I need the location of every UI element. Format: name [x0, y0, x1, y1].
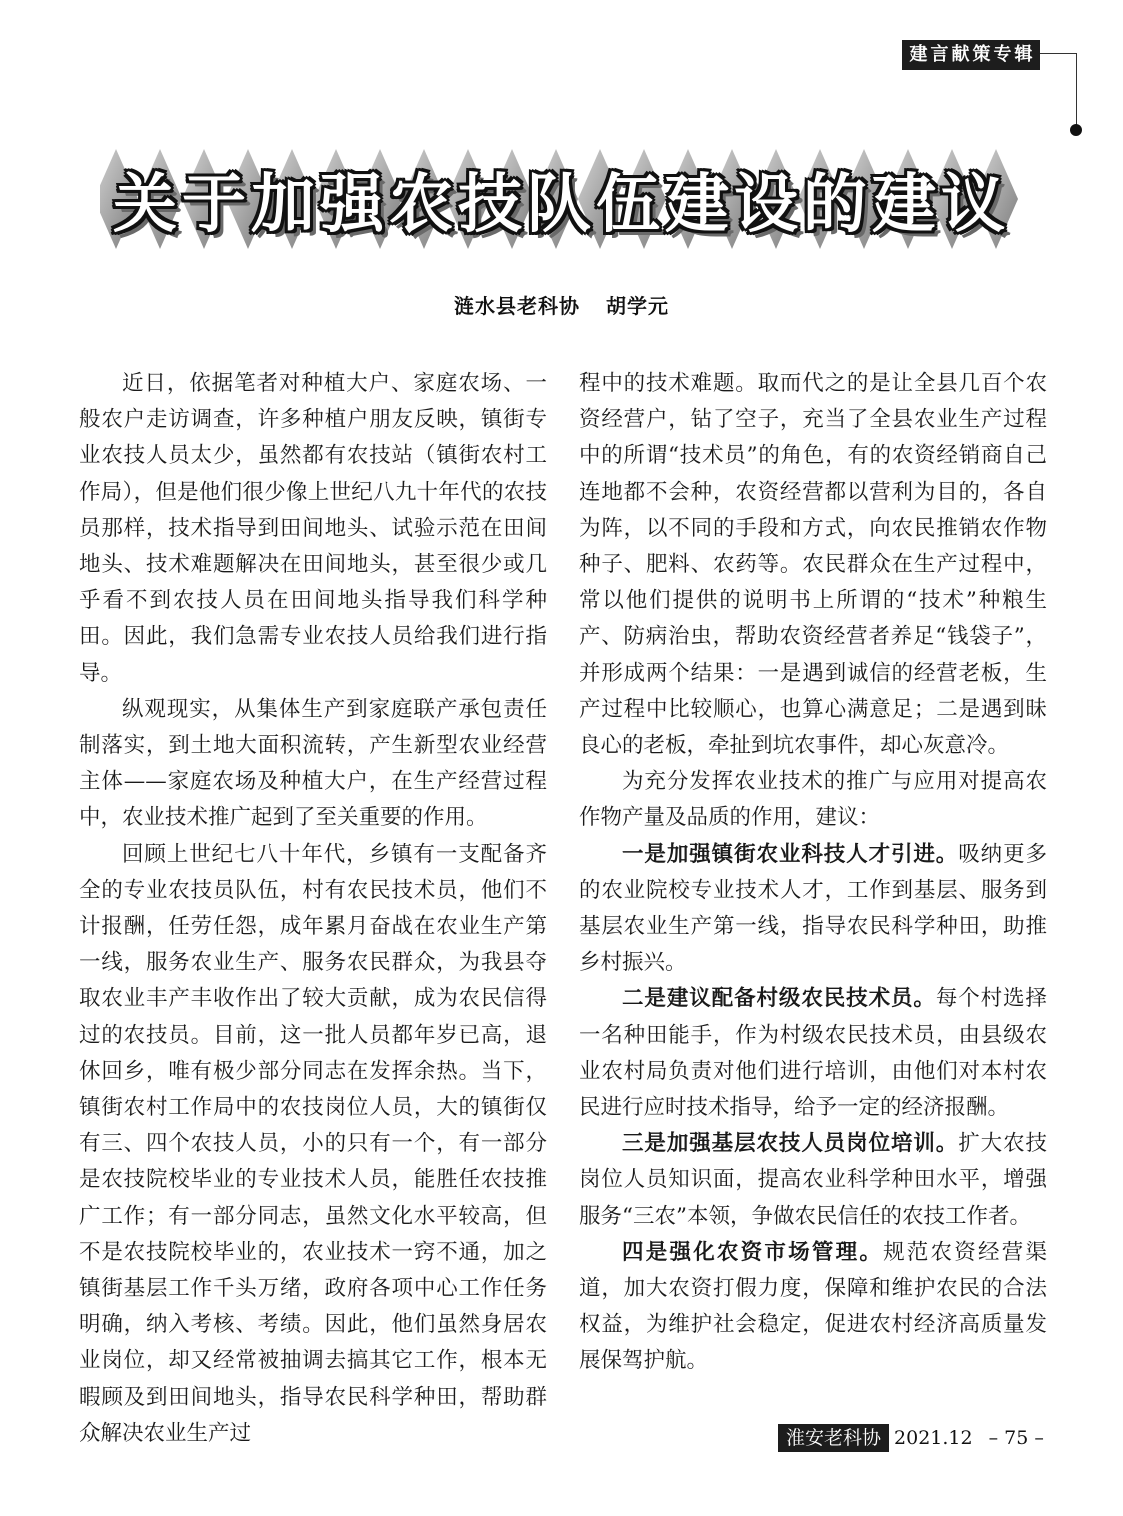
suggestion-heading: 四是强化农资市场管理。 [622, 1239, 884, 1265]
header-rule-horizontal [1040, 53, 1077, 54]
suggestion-heading: 三是加强基层农技人员岗位培训。 [622, 1131, 959, 1157]
author-name: 胡学元 [606, 294, 669, 318]
page-number: – 75 – [988, 1427, 1044, 1449]
article-title: 关于加强农技队伍建设的建议 [113, 168, 1010, 242]
suggestion-4 [579, 1235, 1047, 1380]
right-column [579, 366, 1047, 1380]
header-dot [1070, 124, 1082, 136]
header-rule-vertical [1076, 53, 1077, 127]
suggestion-heading: 二是建议配备村级农民技术员。 [622, 986, 936, 1012]
suggestion-heading: 一是加强镇街农业科技人才引进。 [622, 841, 959, 867]
author-organization: 涟水县老科协 [454, 294, 580, 318]
suggestion-body: 每个村选择一名种田能手，作为村级农民技术员，由县级农业农村局负责对他们进行培训，由他们对本村农民进行应时技术指导，给予一定的经济报酬。 [579, 986, 1047, 1121]
suggestion-body: 扩大农技岗位人员知识面，提高农业科学种田水平，增强服务“三农”本领，争做农民信任的农技工作者。 [579, 1131, 1047, 1229]
paragraph: 回顾上世纪七八十年代，乡镇有一支配备齐全的专业农技员队伍，村有农民技术员，他们不计报酬，任劳任怨，成年累月奋战在农业生产第一线，服务农业生产、服务农民群众，为我县夺取农业丰产丰收作出了较大贡献，成为农民信得过的农技员。目前，这一批人员都年岁已高，退休回乡，唯有极少部分同志在发挥余热。当下，镇街农村工作局中的农技岗位人员，大的镇街仅有三、四个农技人员，小的只有一个，有一部分是农技院校毕业的专业技术人员，能胜任农技推广工作；有一部分同志，虽然文化水平较高，但不是农技院校毕业的，农业技术一窍不通，加之镇街基层工作千头万绪，政府各项中心工作任务明确，纳入考核、考绩。因此，他们虽然身居农业岗位，却又经常被抽调去搞其它工作，根本无暇顾及到田间地头，指导农民科学种田，帮助群众解决农业生产过 [79, 841, 547, 1446]
page-footer [778, 1423, 1044, 1453]
issue-date: 2021.12 [894, 1427, 973, 1449]
paragraph-intro: 为充分发挥农业技术的推广与应用对提高农作物产量及品质的作用，建议： [579, 769, 1047, 831]
byline [0, 290, 1123, 319]
left-column [79, 366, 547, 1452]
suggestion-3 [579, 1126, 1047, 1235]
suggestion-2 [579, 981, 1047, 1126]
paragraph-continuation: 程中的技术难题。取而代之的是让全县几百个农资经营户，钻了空子，充当了全县农业生产过程中的所谓“技术员”的角色，有的农资经销商自己连地都不会种，农资经营都以营利为目的，各自为阵，以不同的手段和方式，向农民推销农作物种子、肥料、农药等。农民群众在生产过程中，常以他们提供的说明书上所谓的“技术”种粮生产、防病治虫，帮助农资经营者养足“钱袋子”，并形成两个结果：一是遇到诚信的经营老板，生产过程中比较顺心，也算心满意足；二是遇到昧良心的老板，牵扯到坑农事件，却心灰意冷。 [579, 371, 1047, 759]
title-block [100, 148, 1023, 250]
publication-name: 淮安老科协 [778, 1424, 889, 1452]
suggestion-body: 规范农资经营渠道，加大农资打假力度，保障和维护农民的合法权益，为维护社会稳定，促进农村经济高质量发展保驾护航。 [579, 1239, 1047, 1374]
suggestion-1 [579, 837, 1047, 982]
paragraph: 近日，依据笔者对种植大户、家庭农场、一般农户走访调查，许多种植户朋友反映，镇街专业农技人员太少，虽然都有农技站（镇街农村工作局），但是他们很少像上世纪八九十年代的农技员那样，技术指导到田间地头、试验示范在田间地头、技术难题解决在田间地头，甚至很少或几乎看不到农技人员在田间地头指导我们科学种田。因此，我们急需专业农技人员给我们进行指导。 [79, 371, 547, 686]
paragraph: 纵观现实，从集体生产到家庭联产承包责任制落实，到土地大面积流转，产生新型农业经营主体——家庭农场及种植大户，在生产经营过程中，农业技术推广起到了至关重要的作用。 [79, 696, 547, 831]
suggestion-body: 吸纳更多的农业院校专业技术人才，工作到基层、服务到基层农业生产第一线，指导农民科学种田，助推乡村振兴。 [579, 841, 1047, 976]
column-tag: 建言献策专辑 [902, 40, 1040, 70]
